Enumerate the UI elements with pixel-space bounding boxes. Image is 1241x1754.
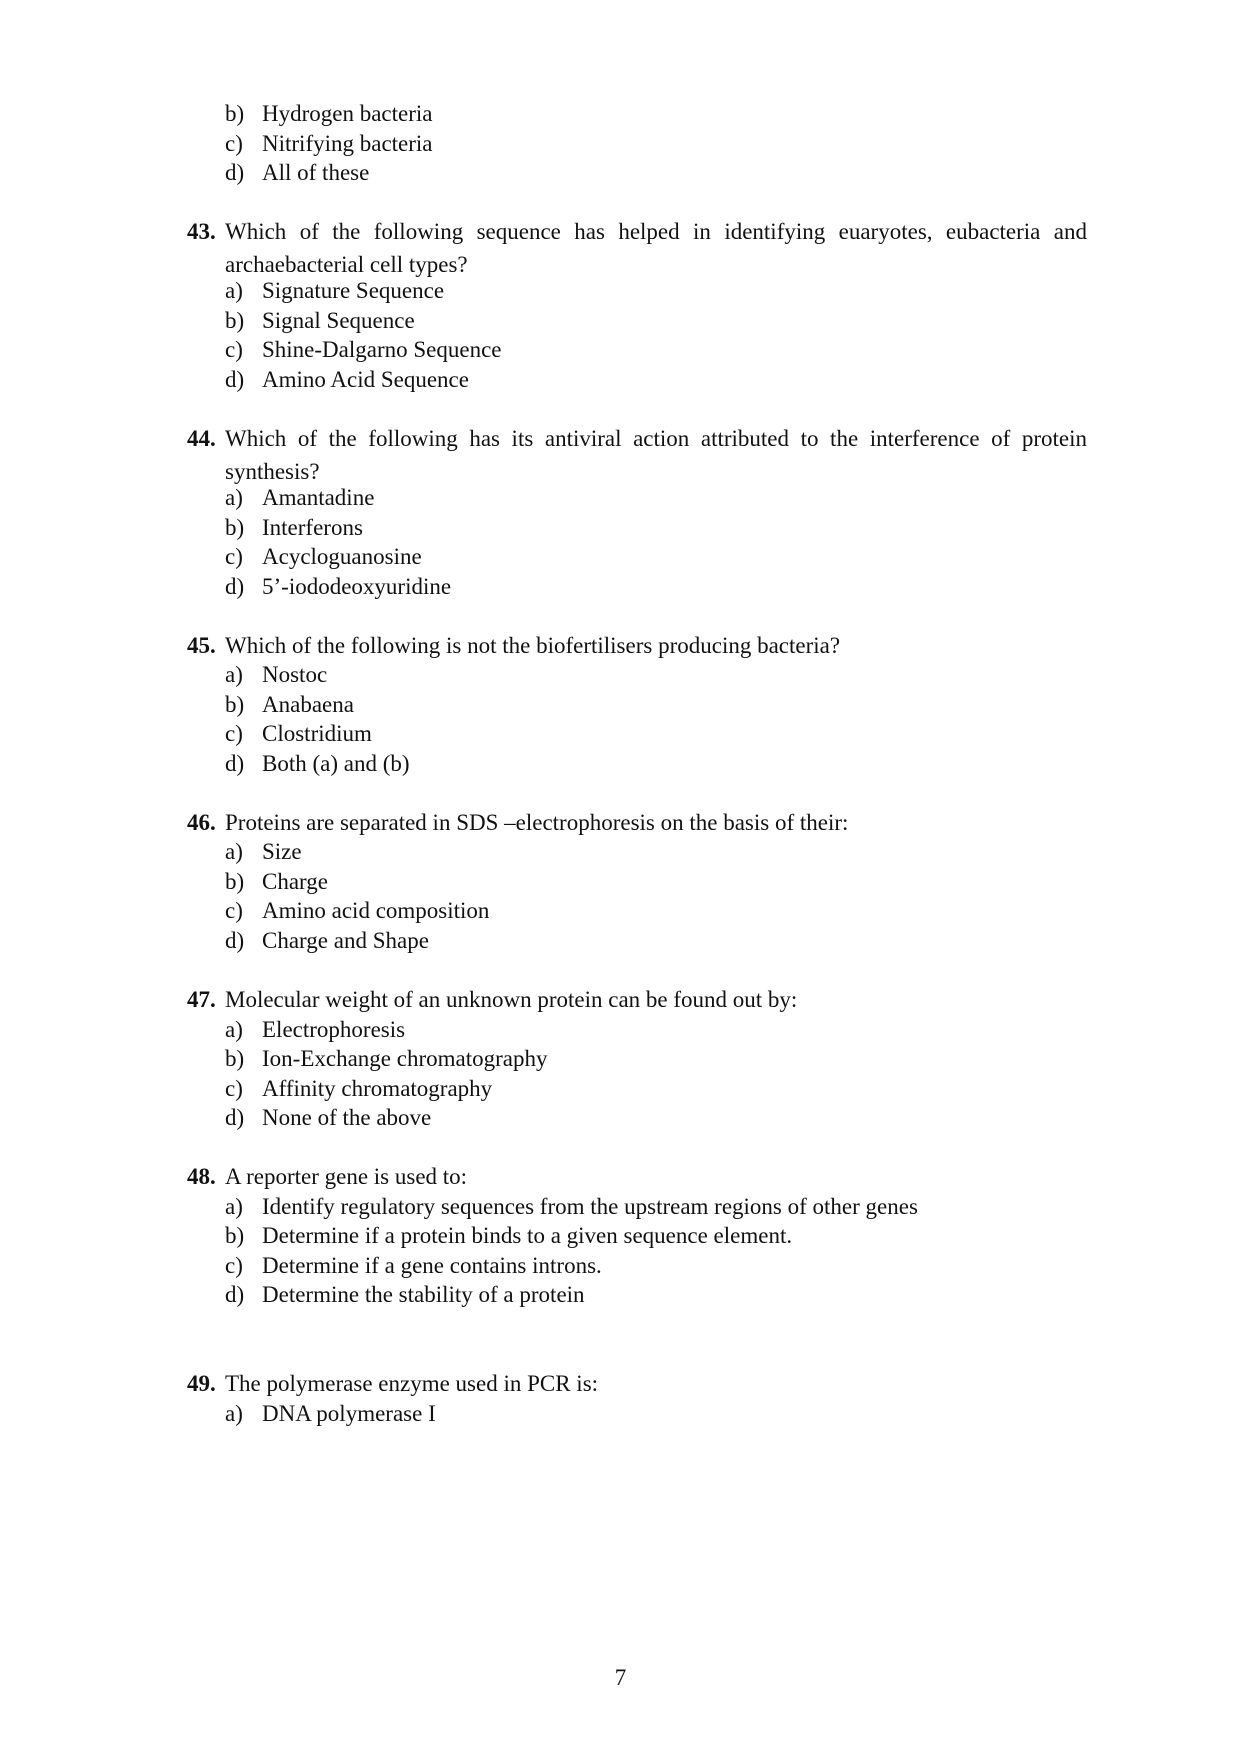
option-letter: c) xyxy=(225,544,243,569)
question-number: 46. xyxy=(187,810,216,835)
question-number: 49. xyxy=(187,1371,216,1396)
question-number: 43. xyxy=(187,219,216,244)
question-text: Molecular weight of an unknown protein can be found out by: xyxy=(225,987,798,1012)
option-text: Both (a) and (b) xyxy=(262,751,410,776)
option-letter: d) xyxy=(225,160,245,185)
question-line xyxy=(187,806,1087,839)
question-text: Proteins are separated in SDS –electrophoresis on the basis of their: xyxy=(225,810,849,835)
option-letter: d) xyxy=(225,1105,245,1130)
question-number: 44. xyxy=(187,426,216,451)
option-text: Size xyxy=(262,839,302,864)
option-43-d xyxy=(225,363,469,396)
option-letter: b) xyxy=(225,1046,245,1071)
option-letter: d) xyxy=(225,367,245,392)
option-text: Ion-Exchange chromatography xyxy=(262,1046,548,1071)
question-line xyxy=(187,422,1087,455)
option-text: Signature Sequence xyxy=(262,278,445,303)
question-number: 48. xyxy=(187,1164,216,1189)
option-letter: d) xyxy=(225,928,245,953)
question-49 xyxy=(187,1367,1087,1400)
option-text: Shine-Dalgarno Sequence xyxy=(262,337,502,362)
option-letter: b) xyxy=(225,869,245,894)
option-text: Amino acid composition xyxy=(262,898,490,923)
option-text: Determine if a gene contains introns. xyxy=(262,1253,602,1278)
option-44-c xyxy=(225,540,422,573)
option-text: Signal Sequence xyxy=(262,308,415,333)
question-44 xyxy=(187,422,1087,488)
option-letter: b) xyxy=(225,101,245,126)
option-46-c xyxy=(225,894,489,927)
page-number: 7 xyxy=(614,1665,627,1690)
option-letter: a) xyxy=(225,1194,243,1219)
option-text: Charge xyxy=(262,869,329,894)
option-text: Determine if a protein binds to a given sequence element. xyxy=(262,1223,793,1248)
option-43-c xyxy=(225,333,502,366)
option-letter: d) xyxy=(225,574,245,599)
option-42-b xyxy=(225,97,433,130)
option-letter: b) xyxy=(225,692,245,717)
option-text: 5’-iododeoxyuridine xyxy=(262,574,452,599)
option-text: Charge and Shape xyxy=(262,928,429,953)
question-47 xyxy=(187,983,1087,1016)
option-text: DNA polymerase I xyxy=(262,1401,436,1426)
option-text: Electrophoresis xyxy=(262,1017,406,1042)
option-letter: c) xyxy=(225,131,243,156)
option-text: Interferons xyxy=(262,515,363,540)
question-text: Which of the following sequence has helped in identifying euaryotes, eubacteria and xyxy=(225,219,1087,244)
option-letter: a) xyxy=(225,839,243,864)
question-line xyxy=(187,1367,1087,1400)
option-letter: b) xyxy=(225,308,245,333)
option-letter: c) xyxy=(225,898,243,923)
option-letter: a) xyxy=(225,278,243,303)
option-45-a xyxy=(225,658,327,691)
option-text: Amino Acid Sequence xyxy=(262,367,469,392)
option-46-d xyxy=(225,924,429,957)
option-letter: a) xyxy=(225,662,243,687)
question-text: A reporter gene is used to: xyxy=(225,1164,468,1189)
option-letter: c) xyxy=(225,1076,243,1101)
question-number: 47. xyxy=(187,987,216,1012)
option-text: Nitrifying bacteria xyxy=(262,131,433,156)
option-text: Hydrogen bacteria xyxy=(262,101,433,126)
option-42-d xyxy=(225,156,369,189)
option-letter: c) xyxy=(225,337,243,362)
option-letter: a) xyxy=(225,1017,243,1042)
option-letter: b) xyxy=(225,1223,245,1248)
option-48-d xyxy=(225,1278,585,1311)
question-text: Which of the following has its antiviral action attributed to the interference of protein xyxy=(225,426,1087,451)
option-48-b xyxy=(225,1219,792,1252)
option-text: Clostridium xyxy=(262,721,372,746)
option-text: Identify regulatory sequences from the upstream regions of other genes xyxy=(262,1194,918,1219)
question-46 xyxy=(187,806,1087,839)
option-44-a xyxy=(225,481,374,514)
option-text: All of these xyxy=(262,160,370,185)
option-49-a xyxy=(225,1397,436,1430)
question-line xyxy=(187,1160,1087,1193)
question-43 xyxy=(187,215,1087,281)
option-letter: a) xyxy=(225,1401,243,1426)
question-text: The polymerase enzyme used in PCR is: xyxy=(225,1371,599,1396)
option-text: None of the above xyxy=(262,1105,432,1130)
option-45-c xyxy=(225,717,372,750)
question-text-continued: archaebacterial cell types? xyxy=(225,252,468,277)
option-text: Anabaena xyxy=(262,692,354,717)
option-letter: a) xyxy=(225,485,243,510)
question-text: Which of the following is not the biofertilisers producing bacteria? xyxy=(225,633,841,658)
option-text: Amantadine xyxy=(262,485,375,510)
option-47-d xyxy=(225,1101,431,1134)
option-letter: b) xyxy=(225,515,245,540)
option-letter: d) xyxy=(225,1282,245,1307)
option-letter: d) xyxy=(225,751,245,776)
option-47-b xyxy=(225,1042,547,1075)
option-letter: c) xyxy=(225,721,243,746)
option-text: Affinity chromatography xyxy=(262,1076,493,1101)
option-43-a xyxy=(225,274,444,307)
question-48 xyxy=(187,1160,1087,1193)
option-44-d xyxy=(225,570,451,603)
option-letter: c) xyxy=(225,1253,243,1278)
option-text: Acycloguanosine xyxy=(262,544,422,569)
option-45-d xyxy=(225,747,410,780)
question-text-continued: synthesis? xyxy=(225,459,320,484)
option-text: Nostoc xyxy=(262,662,328,687)
question-line xyxy=(187,215,1087,248)
option-text: Determine the stability of a protein xyxy=(262,1282,585,1307)
option-46-a xyxy=(225,835,302,868)
question-line xyxy=(187,983,1087,1016)
question-number: 45. xyxy=(187,633,216,658)
